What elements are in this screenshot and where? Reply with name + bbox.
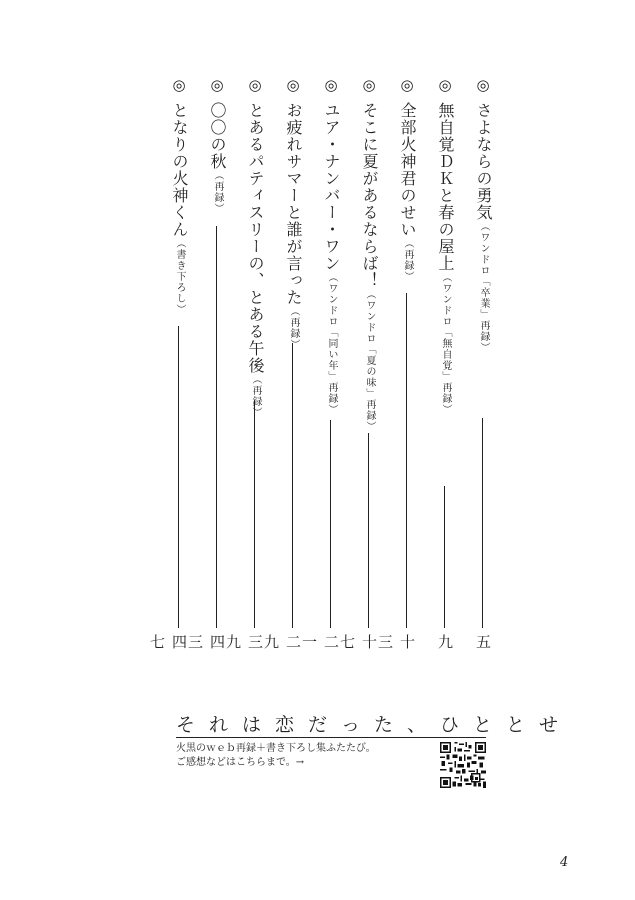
leader-line [368,433,369,628]
toc-entry-note: （再録） [212,170,223,214]
double-circle-icon: ◎ [400,76,414,94]
toc-entry-note: （ワンドロ「卒業」再録） [478,221,489,353]
toc-entry-page: 十七 [338,634,378,651]
toc-entry-title-text: 無自覚ＤＫと春の屋上 [436,102,455,272]
toc-entry-title-text: お疲れサマーと誰が言った [284,102,303,306]
toc-entry-title-text: とあるパティスリーの、とある午後 [246,102,265,374]
toc-entry-page: 二九 [262,634,302,651]
double-circle-icon: ◎ [324,76,338,94]
leader-line [482,418,483,628]
toc-entry-note: （ワンドロ「夏の味」再録） [364,289,375,432]
toc-entry-title [472,102,494,353]
toc-entry-note: （書き下ろし） [174,238,185,315]
toc-entry-title [244,102,266,418]
toc-entry-page: 四七 [148,634,188,651]
toc-entry-page: 四三 [186,634,226,651]
toc-entry-title-text: そこに夏があるならば！ [360,102,379,289]
double-circle-icon: ◎ [248,76,262,94]
toc-entry-title [396,102,418,282]
toc-entry-title-text: さよならの勇気 [474,102,493,221]
leader-line [254,400,255,628]
toc-entry-title [320,102,342,415]
toc-entry-note: （ワンドロ「同い年」再録） [326,272,337,415]
toc-entry-title [282,102,304,350]
toc-entry-page: 二一 [300,634,340,651]
toc-entry-title [434,102,456,415]
leader-line [330,420,331,628]
toc-entry-title-text: ユア・ナンバー・ワン [322,102,341,272]
toc-entry-title-text: となりの火神くん [170,102,189,238]
leader-line [178,326,179,628]
qr-code-icon[interactable] [440,742,486,788]
title-underline [176,737,486,738]
page-number: 4 [560,855,569,870]
toc-entry-note: （再録） [402,238,413,282]
leader-line [444,486,445,628]
double-circle-icon: ◎ [210,76,224,94]
double-circle-icon: ◎ [476,76,490,94]
toc-entry-title-text: 〇〇の秋 [208,102,227,170]
toc-entry-note: （再録） [250,374,261,418]
double-circle-icon: ◎ [438,76,452,94]
toc-entry-note: （ワンドロ「無自覚」再録） [440,272,451,415]
double-circle-icon: ◎ [286,76,300,94]
toc-entry-note: （再録） [288,306,299,350]
toc-entry-title-text: 全部火神君のせい [398,102,417,238]
book-description [176,742,376,770]
leader-line [406,293,407,628]
leader-line [216,226,217,628]
toc-entry-page: 五 [474,634,492,651]
double-circle-icon: ◎ [362,76,376,94]
description-line-2: ご感想などはこちらまで。→ [176,757,305,768]
leader-line [292,343,293,628]
double-circle-icon: ◎ [172,76,186,94]
book-title: それは恋だった、ひととせ [176,714,573,736]
toc-entry-page: 十三 [376,634,416,651]
toc-entry-title [206,102,228,214]
toc-entry-page: 三九 [224,634,264,651]
toc-entry-title [168,102,190,315]
description-line-1: 火黒のｗｅｂ再録＋書き下ろし集ふたたび。 [176,743,376,754]
toc-entry-title [358,102,380,432]
toc-entry-page: 九 [436,634,454,651]
